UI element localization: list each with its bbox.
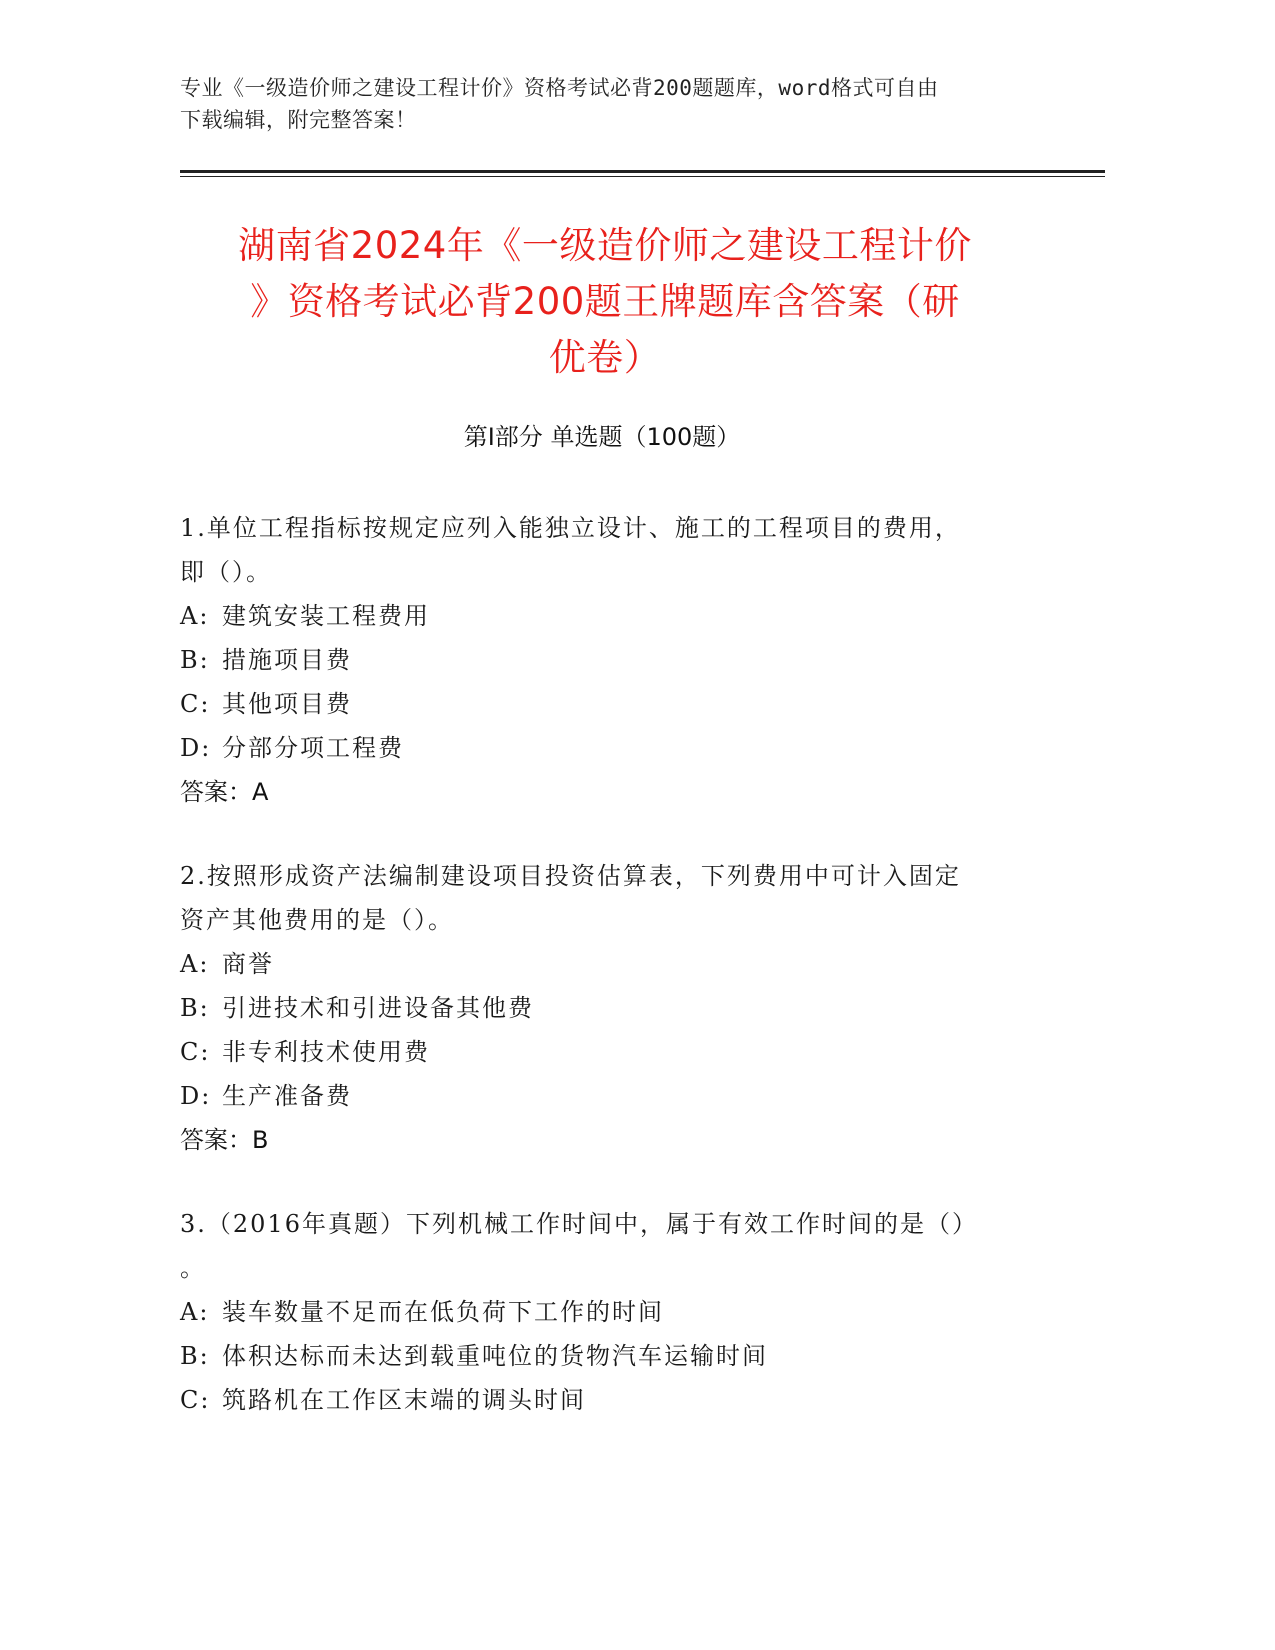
option-d: [180, 726, 1030, 770]
option-letter: A:: [180, 1298, 210, 1326]
header-note: [180, 72, 1040, 136]
option-text: 生产准备费: [222, 1082, 352, 1110]
option-text: 非专利技术使用费: [222, 1038, 430, 1066]
option-text: 建筑安装工程费用: [222, 602, 430, 630]
question-stem-line: 2.按照形成资产法编制建设项目投资估算表，下列费用中可计入固定: [180, 862, 961, 890]
answer-label: 答案：A: [180, 778, 269, 806]
question-stem-line: 。: [180, 1254, 206, 1282]
question-stem: [180, 1202, 1030, 1290]
option-text: 筑路机在工作区末端的调头时间: [222, 1386, 586, 1414]
option-text: 装车数量不足而在低负荷下工作的时间: [222, 1298, 664, 1326]
header-divider-thick: [180, 170, 1105, 173]
option-b: [180, 1334, 1030, 1378]
option-b: [180, 986, 1030, 1030]
option-d: [180, 1074, 1030, 1118]
option-a: [180, 1290, 1030, 1334]
question-list: [180, 506, 1030, 1462]
option-letter: D:: [180, 1082, 212, 1110]
question-stem-line: 1.单位工程指标按规定应列入能独立设计、施工的工程项目的费用，: [180, 514, 961, 542]
option-letter: C:: [180, 1038, 211, 1066]
option-letter: B:: [180, 646, 210, 674]
option-text: 体积达标而未达到载重吨位的货物汽车运输时间: [222, 1342, 768, 1370]
option-c: [180, 1378, 1030, 1422]
title-line: 湖南省2024年《一级造价师之建设工程计价: [238, 224, 972, 267]
option-text: 措施项目费: [222, 646, 352, 674]
document-title: [175, 218, 1035, 386]
option-letter: B:: [180, 994, 210, 1022]
option-letter: C:: [180, 690, 211, 718]
option-letter: B:: [180, 1342, 210, 1370]
option-text: 分部分项工程费: [222, 734, 404, 762]
option-letter: C:: [180, 1386, 211, 1414]
option-a: [180, 594, 1030, 638]
question-item: [180, 1202, 1030, 1422]
title-line: 优卷）: [548, 336, 662, 379]
question-item: [180, 854, 1030, 1162]
option-text: 商誉: [222, 950, 274, 978]
header-note-line: 专业《一级造价师之建设工程计价》资格考试必背200题题库，word格式可自由: [180, 76, 939, 100]
option-letter: D:: [180, 734, 212, 762]
question-item: [180, 506, 1030, 814]
option-c: [180, 1030, 1030, 1074]
option-a: [180, 942, 1030, 986]
title-line: 》资格考试必背200题王牌题库含答案（研: [250, 280, 960, 323]
header-divider-thin: [180, 176, 1105, 177]
option-letter: A:: [180, 602, 210, 630]
question-stem-line: 资产其他费用的是（）。: [180, 906, 454, 934]
question-stem-line: 即（）。: [180, 558, 272, 586]
option-b: [180, 638, 1030, 682]
option-c: [180, 682, 1030, 726]
option-letter: A:: [180, 950, 210, 978]
header-note-line: 下载编辑，附完整答案！: [180, 108, 417, 132]
section-heading: 第Ⅰ部分 单选题（100题）: [463, 423, 741, 451]
option-text: 其他项目费: [222, 690, 352, 718]
answer-label: 答案：B: [180, 1126, 269, 1154]
question-stem-line: 3.（2016年真题）下列机械工作时间中，属于有效工作时间的是（）: [180, 1210, 978, 1238]
option-text: 引进技术和引进设备其他费: [222, 994, 534, 1022]
question-stem: [180, 506, 1030, 594]
question-stem: [180, 854, 1030, 942]
